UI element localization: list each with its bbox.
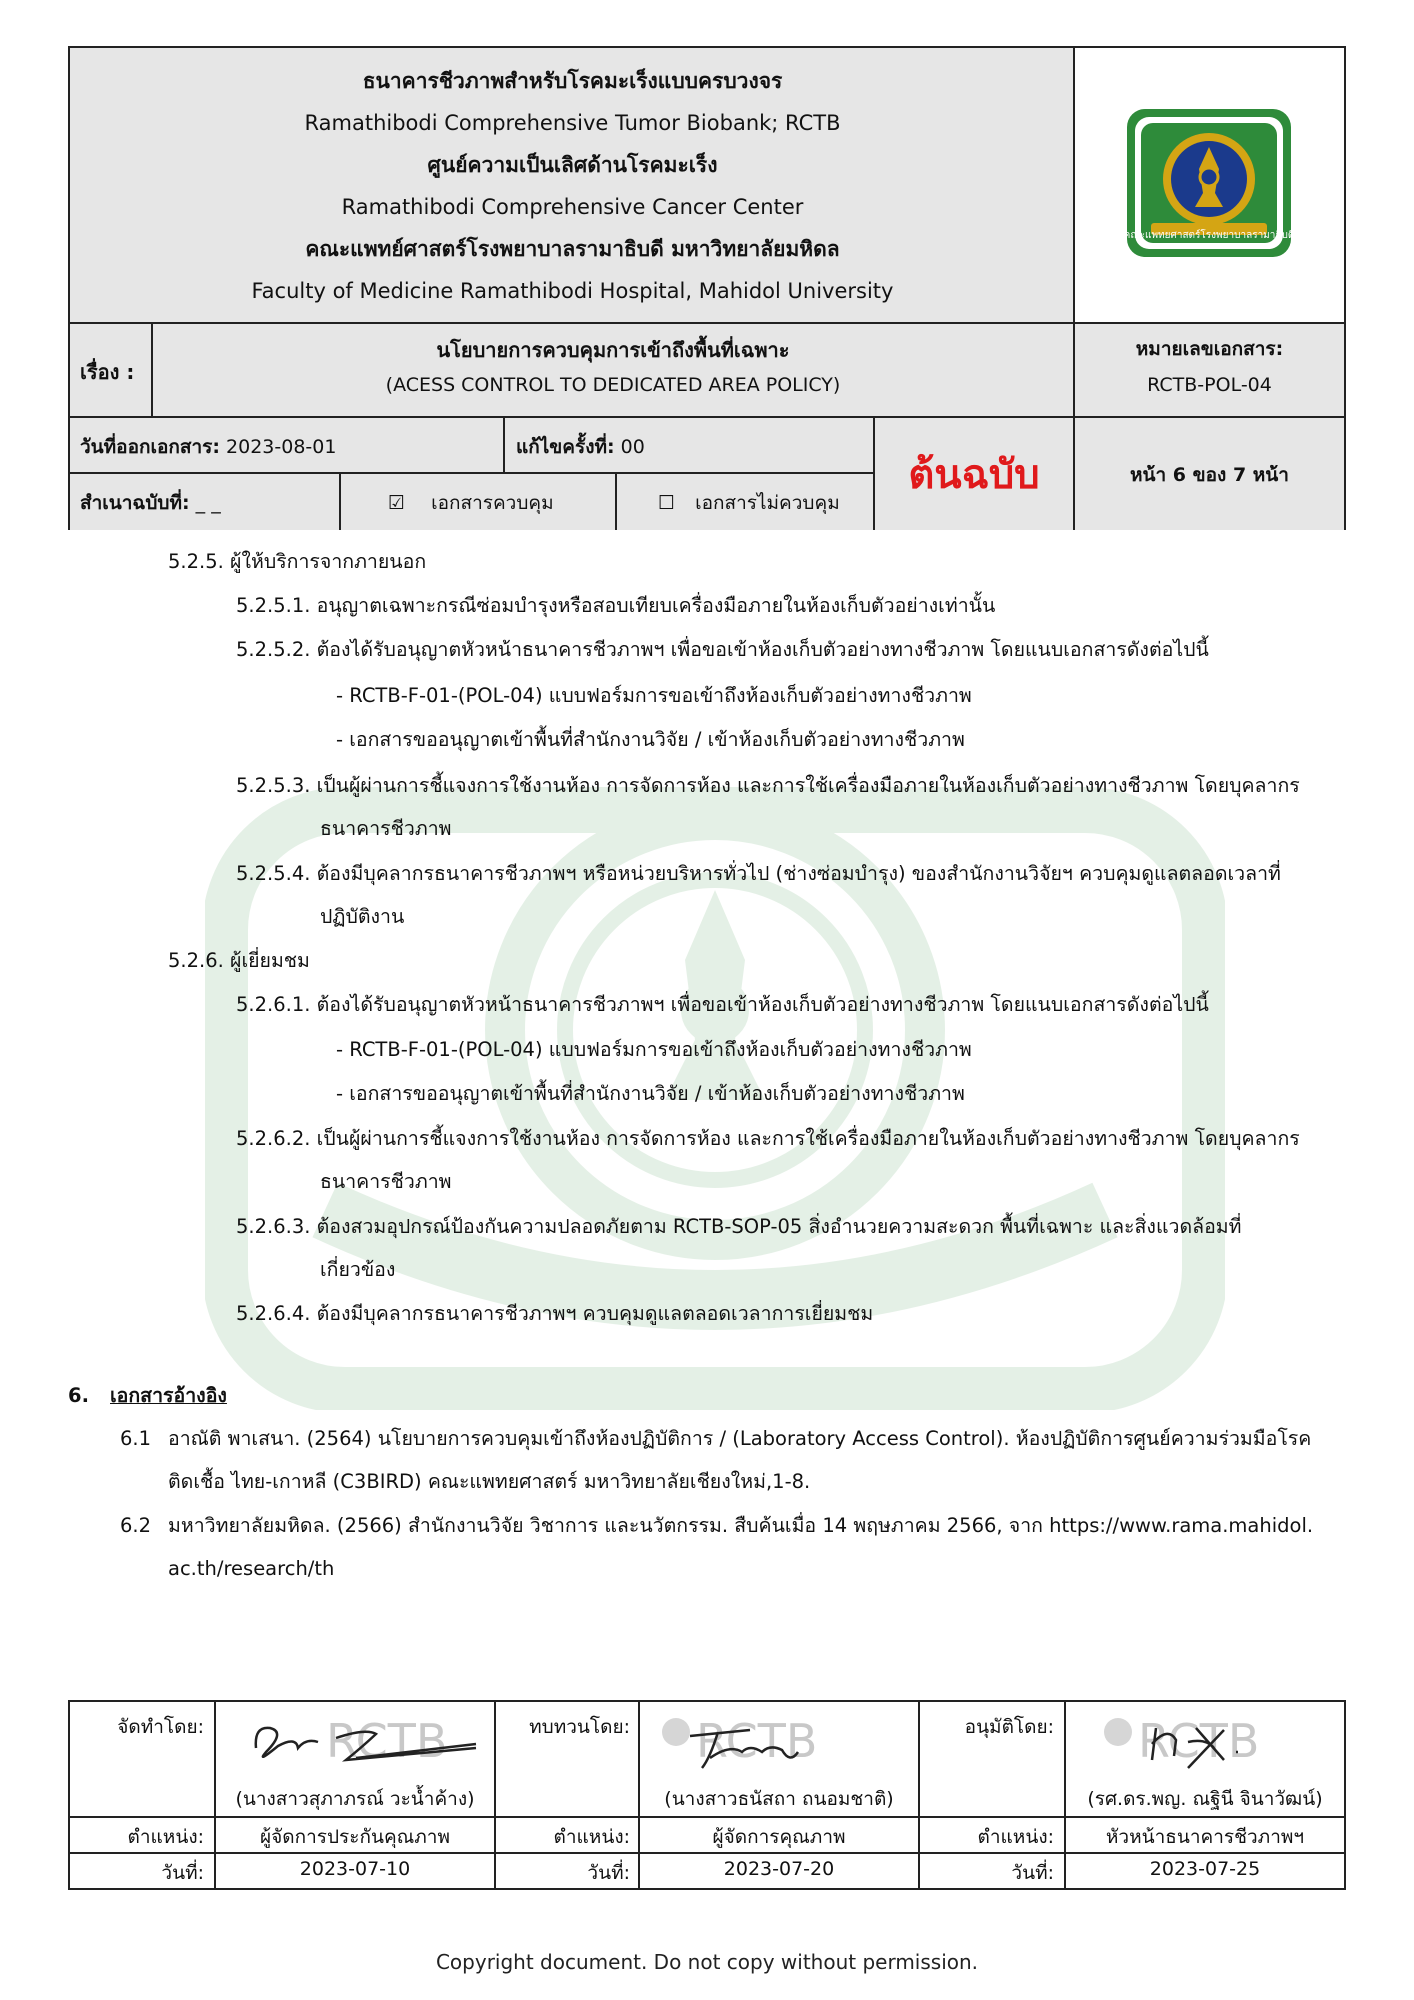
date-label: วันที่: (587, 1862, 630, 1884)
section-5-2-5-3-line1: 5.2.5.3. เป็นผู้ผ่านการชี้แจงการใช้งานห้อง การจัดการห้อง และการใช้เครื่องมือภายในห้องเก็บตัวอย่างทางชีวภาพ โดยบุคลากร (236, 774, 1300, 797)
reference-2-line2: ac.th/research/th (168, 1557, 335, 1580)
reviewed-by-name: (นางสาวธนัสถา ถนอมชาติ) (664, 1788, 894, 1810)
bullet-form-5-2-5-2: - RCTB-F-01-(POL-04) แบบฟอร์มการขอเข้าถึงห้องเก็บตัวอย่างทางชีวภาพ (336, 684, 972, 707)
revision-label: แก้ไขครั้งที่: (516, 436, 615, 458)
handwritten-signature (1076, 1708, 1336, 1778)
unchecked-box-icon[interactable]: ☐ (658, 492, 676, 514)
section-6-number: 6. (68, 1384, 89, 1407)
divider (339, 474, 341, 530)
bullet-permit-5-2-6-1: - เอกสารขออนุญาตเข้าพื้นที่สำนักงานวิจัย / เข้าห้องเก็บตัวอย่างทางชีวภาพ (336, 1082, 965, 1105)
prepared-by-position: ผู้จัดการประกันคุณภาพ (260, 1826, 450, 1848)
logo-cell (1075, 48, 1344, 324)
handwritten-signature (650, 1708, 910, 1778)
divider (70, 322, 1344, 324)
reference-1-line2: ติดเชื้อ ไทย-เกาหลี (C3BIRD) คณะแพทยศาสตร์ มหาวิทยาลัยเชียงใหม่,1-8. (168, 1470, 811, 1493)
faculty-name-en: Faculty of Medicine Ramathibodi Hospital, Mahidol University (251, 279, 894, 303)
reviewed-by-position: ผู้จัดการคุณภาพ (712, 1826, 846, 1848)
approved-by-position: หัวหน้าธนาคารชีวภาพฯ (1105, 1826, 1305, 1848)
handwritten-signature (226, 1708, 486, 1778)
prepared-signature (216, 1702, 494, 1780)
org-name-en: Ramathibodi Comprehensive Tumor Biobank; RCTB (304, 111, 841, 135)
section-5-2-5-heading: 5.2.5. ผู้ให้บริการจากภายนอก (168, 550, 427, 573)
divider (615, 474, 617, 530)
faculty-logo (1075, 48, 1344, 324)
document-header (68, 46, 1346, 530)
copyright-notice: Copyright document. Do not copy without permission. (435, 1950, 979, 1974)
revision (516, 432, 645, 462)
issue-date-value: 2023-08-01 (226, 436, 337, 458)
approved-by-label: อนุมัติโดย: (964, 1716, 1054, 1738)
original-stamp: ต้นฉบับ (908, 452, 1040, 498)
section-5-2-6-4: 5.2.6.4. ต้องมีบุคลากรธนาคารชีวภาพฯ ควบคุมดูแลตลอดเวลาการเยี่ยมชม (236, 1302, 874, 1325)
reviewed-by-label: ทบทวนโดย: (529, 1716, 630, 1738)
uncontrolled-doc-option[interactable] (658, 488, 840, 518)
position-label: ตำแหน่ง: (553, 1826, 630, 1848)
section-5-2-6-2-line2: ธนาคารชีวภาพ (320, 1170, 452, 1193)
rctb-watermark-text: RCTB (696, 1714, 818, 1768)
uncontrolled-doc-label: เอกสารไม่ควบคุม (695, 492, 840, 514)
divider (70, 416, 1344, 418)
section-5-2-5-2: 5.2.5.2. ต้องได้รับอนุญาตหัวหน้าธนาคารชีวภาพฯ เพื่อขอเข้าห้องเก็บตัวอย่างทางชีวภาพ โดยแนบเอกสารดังต่อไปนี้ (236, 638, 1209, 661)
prepared-by-label: จัดทำโดย: (117, 1716, 204, 1738)
center-name-en: Ramathibodi Comprehensive Cancer Center (341, 195, 804, 219)
page-info: หน้า 6 ของ 7 หน้า (1130, 464, 1289, 486)
section-5-2-6-3-line1: 5.2.6.3. ต้องสวมอุปกรณ์ป้องกันความปลอดภัยตาม RCTB-SOP-05 สิ่งอำนวยความสะดวก พื้นที่เฉพาะ และสิ่งแวดล้อมที่ (236, 1215, 1242, 1238)
approved-signature (1066, 1702, 1344, 1780)
section-5-2-5-1: 5.2.5.1. อนุญาตเฉพาะกรณีซ่อมบำรุงหรือสอบเทียบเครื่องมือภายในห้องเก็บตัวอย่างเท่านั้น (236, 594, 996, 617)
faculty-name-th: คณะแพทย์ศาสตร์โรงพยาบาลรามาธิบดี มหาวิทยาลัยมหิดล (305, 237, 840, 261)
signature-table (68, 1700, 1346, 1890)
divider (70, 1816, 1344, 1818)
controlled-doc-option[interactable] (388, 488, 554, 518)
subject-title-th: นโยบายการควบคุมการเข้าถึงพื้นที่เฉพาะ (436, 338, 790, 362)
reference-1-line1: อาณัติ พาเสนา. (2564) นโยบายการควบคุมเข้าถึงห้องปฏิบัติการ / (Laboratory Access Control). ห้องปฏิบัติการศูนย์ความร่วมมือโรค (168, 1427, 1312, 1450)
divider (70, 472, 875, 474)
copy-number (80, 488, 221, 518)
rctb-watermark-text: RCTB (1138, 1714, 1260, 1768)
copy-number-value: _ _ (195, 492, 221, 514)
position-label: ตำแหน่ง: (127, 1826, 204, 1848)
subject-label: เรื่อง : (80, 360, 135, 384)
date-label: วันที่: (161, 1862, 204, 1884)
section-6-title: เอกสารอ้างอิง (110, 1384, 227, 1407)
reviewed-date: 2023-07-20 (723, 1858, 835, 1880)
revision-value: 00 (620, 436, 645, 458)
copy-number-label: สำเนาฉบับที่: (80, 492, 190, 514)
subject-title-en: (ACESS CONTROL TO DEDICATED AREA POLICY) (385, 374, 841, 396)
approved-by-name: (รศ.ดร.พญ. ณฐินี จินาวัฒน์) (1087, 1788, 1323, 1810)
section-5-2-5-4-line1: 5.2.5.4. ต้องมีบุคลากรธนาคารชีวภาพฯ หรือหน่วยบริหารทั่วไป (ช่างซ่อมบำรุง) ของสำนักงานวิจัยฯ ควบคุมดูแลตลอดเวลาที่ (236, 862, 1281, 885)
checked-box-icon[interactable]: ☑ (388, 492, 406, 514)
reference-2-line1: มหาวิทยาลัยมหิดล. (2566) สำนักงานวิจัย วิชาการ และนวัตกรรม. สืบค้นเมื่อ 14 พฤษภาคม 2566, จาก https://www.rama.mahidol. (168, 1514, 1314, 1537)
approved-date: 2023-07-25 (1149, 1858, 1261, 1880)
reference-2-number: 6.2 (120, 1514, 152, 1537)
section-5-2-5-4-line2: ปฏิบัติงาน (320, 905, 405, 928)
issue-date-label: วันที่ออกเอกสาร: (80, 436, 220, 458)
divider (1073, 48, 1075, 530)
issue-date (80, 432, 336, 462)
doc-number: RCTB-POL-04 (1147, 374, 1272, 396)
doc-number-label: หมายเลขเอกสาร: (1135, 338, 1284, 360)
section-5-2-6-heading: 5.2.6. ผู้เยี่ยมชม (168, 949, 310, 972)
controlled-doc-label: เอกสารควบคุม (431, 492, 554, 514)
svg-text:คณะแพทยศาสตร์โรงพยาบาลรามาธิบด: คณะแพทยศาสตร์โรงพยาบาลรามาธิบดี (1123, 230, 1295, 241)
section-5-2-6-1: 5.2.6.1. ต้องได้รับอนุญาตหัวหน้าธนาคารชีวภาพฯ เพื่อขอเข้าห้องเก็บตัวอย่างทางชีวภาพ โดยแนบเอกสารดังต่อไปนี้ (236, 993, 1209, 1016)
center-name-th: ศูนย์ความเป็นเลิศด้านโรคมะเร็ง (427, 153, 718, 177)
org-name-th: ธนาคารชีวภาพสำหรับโรคมะเร็งแบบครบวงจร (362, 69, 783, 93)
section-5-2-5-3-line2: ธนาคารชีวภาพ (320, 817, 452, 840)
reviewed-signature (640, 1702, 918, 1780)
prepared-date: 2023-07-10 (299, 1858, 411, 1880)
divider (70, 1852, 1344, 1854)
bullet-form-5-2-6-1: - RCTB-F-01-(POL-04) แบบฟอร์มการขอเข้าถึงห้องเก็บตัวอย่างทางชีวภาพ (336, 1038, 972, 1061)
prepared-by-name: (นางสาวสุภาภรณ์ วะน้ำค้าง) (235, 1788, 475, 1810)
reference-1-number: 6.1 (120, 1427, 152, 1450)
rctb-watermark-text: RCTB (326, 1714, 448, 1768)
position-label: ตำแหน่ง: (977, 1826, 1054, 1848)
date-label: วันที่: (1011, 1862, 1054, 1884)
bullet-permit-5-2-5-2: - เอกสารขออนุญาตเข้าพื้นที่สำนักงานวิจัย / เข้าห้องเก็บตัวอย่างทางชีวภาพ (336, 728, 965, 751)
section-5-2-6-3-line2: เกี่ยวข้อง (320, 1258, 396, 1281)
section-5-2-6-2-line1: 5.2.6.2. เป็นผู้ผ่านการชี้แจงการใช้งานห้อง การจัดการห้อง และการใช้เครื่องมือภายในห้องเก็บตัวอย่างทางชีวภาพ โดยบุคลากร (236, 1127, 1300, 1150)
divider (503, 418, 505, 474)
